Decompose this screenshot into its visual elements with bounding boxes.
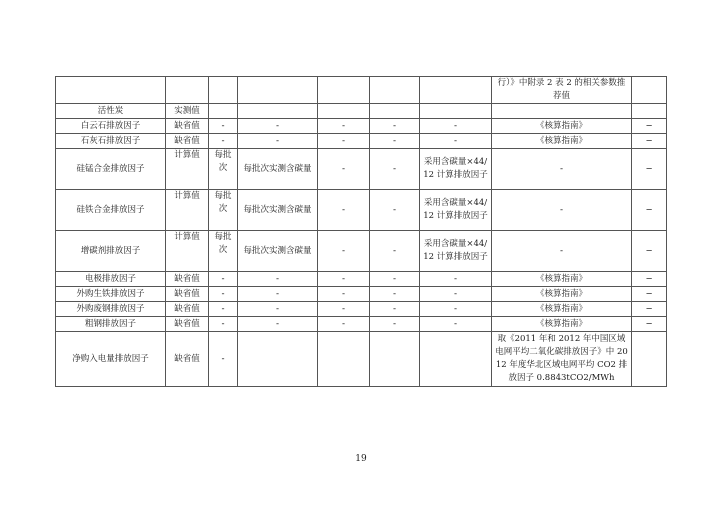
col5-cell: - [318,190,370,231]
data-status-cell: 缺省值 [166,287,209,302]
frequency-cell: - [209,134,238,149]
col5-cell: - [318,272,370,287]
method-cell: - [238,119,318,134]
method-cell: 每批次实测含碳量 [238,231,318,272]
frequency-cell: - [209,317,238,332]
calc-method-cell: - [420,134,492,149]
note-cell: − [632,317,667,332]
calc-method-cell: - [420,272,492,287]
calc-method-cell [420,332,492,387]
data-status-cell: 计算值 [166,190,209,231]
reference-cell: - [492,231,632,272]
table-row [56,287,667,302]
data-status-cell: 计算值 [166,149,209,190]
calc-method-cell [420,104,492,119]
reference-cell: 《核算指南》 [492,119,632,134]
calc-method-cell: - [420,317,492,332]
reference-cell: - [492,190,632,231]
note-cell: − [632,134,667,149]
factor-name-cell: 活性炭 [56,104,166,119]
note-cell: − [632,287,667,302]
note-cell: − [632,231,667,272]
method-cell: - [238,134,318,149]
factor-name-cell: 硅铁合金排放因子 [56,190,166,231]
data-status-cell: 缺省值 [166,134,209,149]
col5-cell [318,332,370,387]
col5-cell: - [318,231,370,272]
data-status-cell: 缺省值 [166,317,209,332]
method-cell [238,104,318,119]
col5-cell: - [318,287,370,302]
table-row [56,302,667,317]
table-row [56,119,667,134]
reference-cell: 取《2011 年和 2012 年中国区域电网平均二氧化碳排放因子》中 2012 年度华北区域电网平均 CO2 排放因子 0.8843tCO2/MWh [492,332,632,387]
table-row [56,272,667,287]
emission-factor-table [55,76,667,387]
data-status-cell: 缺省值 [166,119,209,134]
col5-cell: - [318,134,370,149]
calc-method-cell: 采用含碳量×44/12 计算排放因子 [420,190,492,231]
table-row [56,332,667,387]
factor-name-cell: 净购入电量排放因子 [56,332,166,387]
frequency-cell: 每批次 [209,190,238,231]
col6-cell: - [370,119,420,134]
method-cell: - [238,317,318,332]
note-cell: − [632,272,667,287]
note-cell [632,332,667,387]
method-cell: - [238,287,318,302]
reference-cell: 《核算指南》 [492,287,632,302]
reference-cell: 《核算指南》 [492,272,632,287]
factor-name-cell: 外购生铁排放因子 [56,287,166,302]
col6-cell: - [370,231,420,272]
table-row [56,190,667,231]
data-status-cell: 缺省值 [166,302,209,317]
factor-name-cell: 硅锰合金排放因子 [56,149,166,190]
col6-cell: - [370,134,420,149]
factor-name-cell: 粗钢排放因子 [56,317,166,332]
frequency-cell: - [209,302,238,317]
reference-cell: 《核算指南》 [492,302,632,317]
method-cell [238,332,318,387]
col5-cell [318,104,370,119]
note-cell: − [632,190,667,231]
reference-cell [492,104,632,119]
frequency-cell: - [209,119,238,134]
frequency-cell: - [209,272,238,287]
method-cell: - [238,272,318,287]
data-status-cell: 缺省值 [166,332,209,387]
table-row [56,317,667,332]
col6-cell: - [370,272,420,287]
calc-method-cell: - [420,287,492,302]
table-row [56,231,667,272]
frequency-cell: - [209,287,238,302]
reference-cell: - [492,149,632,190]
col6-cell: - [370,317,420,332]
calc-method-cell: - [420,119,492,134]
col6-cell: - [370,149,420,190]
calc-method-cell: 采用含碳量×44/12 计算排放因子 [420,231,492,272]
frequency-cell: 每批次 [209,231,238,272]
ref-cell: 行）》中附录 2 表 2 的相关参数推荐值 [492,77,632,104]
col6-cell: - [370,302,420,317]
data-status-cell: 实测值 [166,104,209,119]
calc-method-cell: - [420,302,492,317]
col6-cell: - [370,190,420,231]
note-cell: − [632,149,667,190]
factor-name-cell: 外购废钢排放因子 [56,302,166,317]
factor-name-cell: 石灰石排放因子 [56,134,166,149]
col6-cell [370,332,420,387]
frequency-cell [209,104,238,119]
frequency-cell: 每批次 [209,149,238,190]
col5-cell: - [318,317,370,332]
table-row [56,149,667,190]
col6-cell: - [370,287,420,302]
col5-cell: - [318,302,370,317]
reference-cell: 《核算指南》 [492,134,632,149]
method-cell: 每批次实测含碳量 [238,149,318,190]
col5-cell: - [318,119,370,134]
data-status-cell: 计算值 [166,231,209,272]
page-number: 19 [355,454,367,464]
calc-method-cell: 采用含碳量×44/12 计算排放因子 [420,149,492,190]
table-row [56,134,667,149]
method-cell: 每批次实测含碳量 [238,190,318,231]
method-cell: - [238,302,318,317]
data-table-sheet [55,76,666,387]
col6-cell [370,104,420,119]
factor-name-cell: 增碳剂排放因子 [56,231,166,272]
note-cell: − [632,119,667,134]
data-status-cell: 缺省值 [166,272,209,287]
factor-name-cell: 白云石排放因子 [56,119,166,134]
frequency-cell: - [209,332,238,387]
col5-cell: - [318,149,370,190]
table-row [56,77,667,104]
table-row [56,104,667,119]
note-cell [632,104,667,119]
factor-name-cell: 电极排放因子 [56,272,166,287]
note-cell: − [632,302,667,317]
reference-cell: 《核算指南》 [492,317,632,332]
